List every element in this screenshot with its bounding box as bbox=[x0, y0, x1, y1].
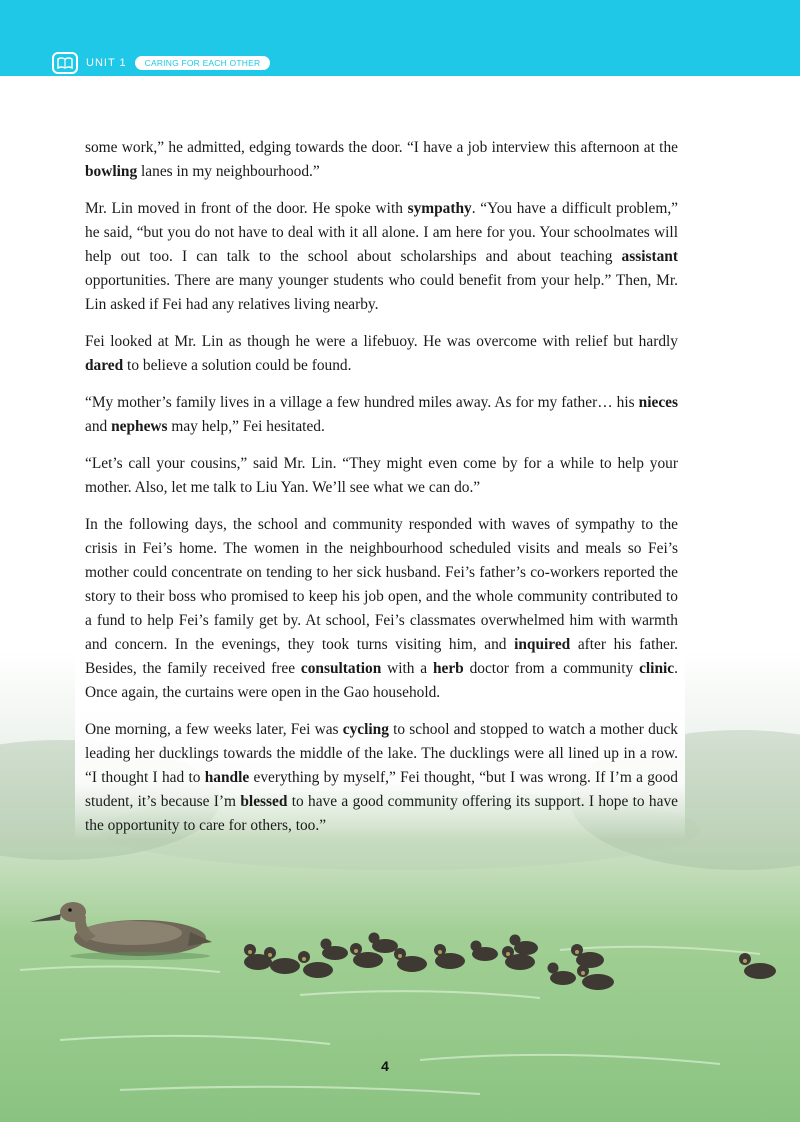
unit-tag bbox=[52, 50, 270, 76]
text-run: and bbox=[85, 418, 112, 435]
vocab-word: sympathy bbox=[407, 200, 472, 217]
paragraph bbox=[85, 330, 678, 378]
vocab-word: inquired bbox=[514, 636, 571, 653]
vocab-word: dared bbox=[85, 357, 124, 374]
vocab-word: clinic bbox=[639, 660, 675, 677]
vocab-word: handle bbox=[204, 769, 250, 786]
text-run: to have a good community offering its support. I hope to have the opportunity to care for others, too.” bbox=[85, 793, 678, 834]
vocab-word: herb bbox=[432, 660, 464, 677]
vocab-word: consultation bbox=[300, 660, 382, 677]
text-run: to school and stopped to watch a mother duck leading her ducklings towards the middle of the lake. The ducklings were all lined up in a row. “I thought I had to bbox=[85, 721, 678, 786]
text-run: Fei looked at Mr. Lin as though he were a lifebuoy. He was overcome with relief but hardly bbox=[85, 333, 678, 350]
text-run: everything by myself,” Fei thought, “but I was wrong. If I’m a good student, it’s because I’m bbox=[85, 769, 678, 810]
vocab-word: nephews bbox=[111, 418, 168, 435]
text-run: to believe a solution could be found. bbox=[123, 357, 352, 374]
page-number: 4 bbox=[381, 1058, 389, 1074]
text-run: with a bbox=[381, 660, 433, 677]
paragraph bbox=[85, 391, 678, 439]
vocab-word: nieces bbox=[638, 394, 678, 411]
vocab-word: cycling bbox=[342, 721, 389, 738]
text-run: doctor from a community bbox=[463, 660, 640, 677]
text-run: Mr. Lin moved in front of the door. He spoke with bbox=[85, 200, 408, 217]
paragraph bbox=[85, 136, 678, 184]
vocab-word: blessed bbox=[240, 793, 288, 810]
text-run: In the following days, the school and community responded with waves of sympathy to the crisis in Fei’s home. The women in the neighbourhood scheduled visits and meals so Fei’s mother could concentrate on tending to her sick husband. Fei’s father’s co-workers reported the story to their boss who promised to keep his job open, and the whole community contributed to a fund to help Fei’s family get by. At school, Fei’s classmates overwhelmed him with warmth and concern. In the evenings, they took turns visiting him, and bbox=[85, 516, 678, 653]
paragraph bbox=[85, 718, 678, 838]
text-run: after his father. Besides, the family received free bbox=[85, 636, 678, 677]
text-run: may help,” Fei hesitated. bbox=[167, 418, 325, 435]
story-text bbox=[85, 136, 678, 851]
text-run: One morning, a few weeks later, Fei was bbox=[85, 721, 343, 738]
paragraph bbox=[85, 513, 678, 705]
text-run: lanes in my neighbourhood.” bbox=[137, 163, 320, 180]
vocab-word: assistant bbox=[621, 248, 678, 265]
text-run: “My mother’s family lives in a village a few hundred miles away. As for my father… his bbox=[85, 394, 639, 411]
text-run: opportunities. There are many younger students who could benefit from your help.” Then, Mr. Lin asked if Fei had any relatives living nearby. bbox=[85, 272, 678, 313]
paragraph bbox=[85, 197, 678, 317]
unit-title: CARING FOR EACH OTHER bbox=[135, 56, 271, 70]
vocab-word: bowling bbox=[85, 163, 138, 180]
unit-label: UNIT 1 bbox=[86, 57, 127, 69]
text-run: “Let’s call your cousins,” said Mr. Lin. “They might even come by for a while to help your mother. Also, let me talk to Liu Yan. We’ll see what we can do.” bbox=[85, 455, 678, 496]
text-run: . Once again, the curtains were open in the Gao household. bbox=[85, 660, 678, 701]
paragraph bbox=[85, 452, 678, 500]
book-icon bbox=[52, 52, 78, 74]
text-run: . “You have a difficult problem,” he said, “but you do not have to deal with it all alone. I am here for you. Your schoolmates will help out too. I can talk to the school about scholarships and about teaching bbox=[85, 200, 678, 265]
text-run: some work,” he admitted, edging towards the door. “I have a job interview this afternoon at the bbox=[85, 139, 678, 156]
